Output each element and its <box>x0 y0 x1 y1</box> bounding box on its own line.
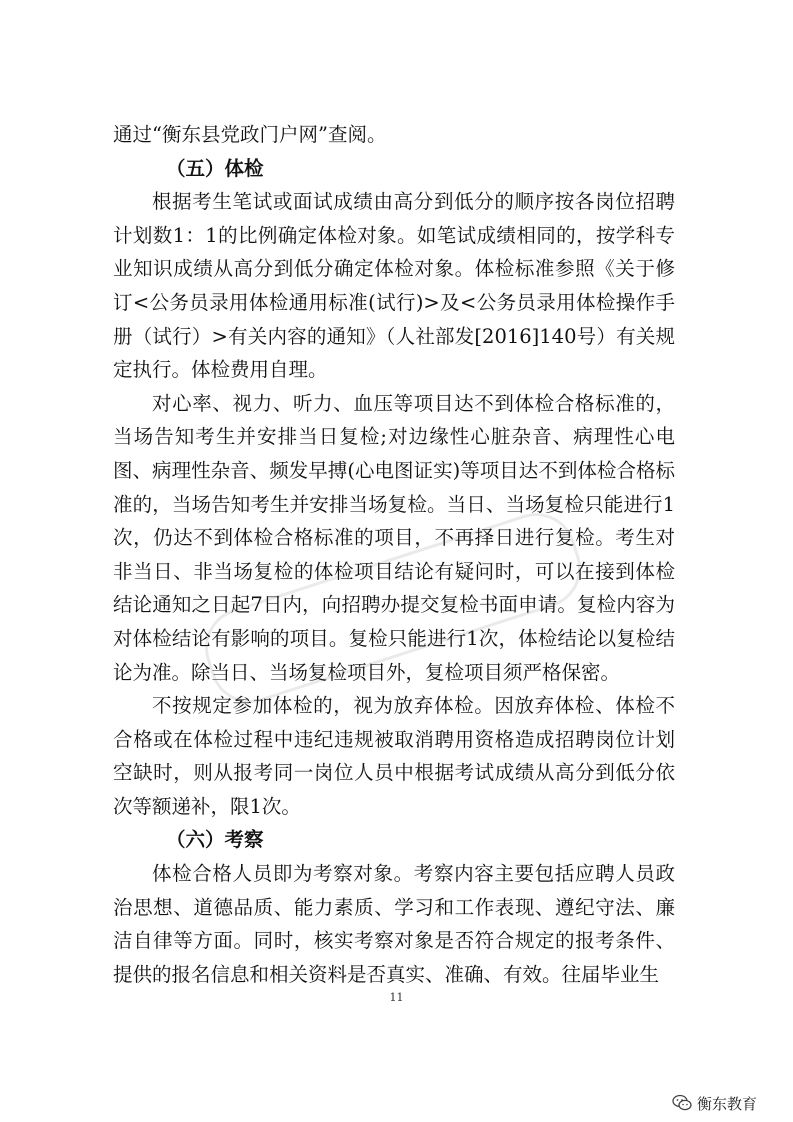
document-body <box>113 118 675 991</box>
paragraph-continuation: 通过“衡东县党政门户网”查阅。 <box>113 123 387 146</box>
paragraph-recheck-rules: 对心率、视力、听力、血压等项目达不到体检合格标准的，当场告知考生并安排当日复检;对边缘性心脏杂音、病理性心电图、病理性杂音、频发早搏(心电图证实)等项目达不到体检合格标准的，当场告知考生并安排当场复检。当日、当场复检只能进行1次，仍达不到体检合格标准的项目，不再择日进行复检。考生对非当日、非当场复检的体检项目结论有疑问时，可以在接到体检结论通知之日起7日内，向招聘办提交复检书面申请。复检内容为对体检结论有影响的项目。复检只能进行1次，体检结论以复检结论为准。除当日、当场复检项目外，复检项目须严格保密。 <box>113 391 675 684</box>
section-heading-inspection: （六）考察 <box>166 828 264 852</box>
section-heading-physical-exam: （五）体检 <box>166 156 264 180</box>
page-number: 11 <box>389 991 404 1004</box>
paragraph-exam-criteria: 根据考生笔试或面试成绩由高分到低分的顺序按各岗位招聘计划数1：1的比例确定体检对象。如笔试成绩相同的，按学科专业知识成绩从高分到低分确定体检对象。体检标准参照《关于修订<公务员录用体检通用标准(试行)>及<公务员录用体检操作手册（试行）>有关内容的通知》（人社部发[2016]140号）有关规定执行。体检费用自理。 <box>113 190 675 382</box>
brand-label: 衡东教育 <box>697 1094 758 1113</box>
paragraph-inspection-content: 体检合格人员即为考察对象。考察内容主要包括应聘人员政治思想、道德品质、能力素质、学习和工作表现、遵纪守法、廉洁自律等方面。同时，核实考察对象是否符合规定的报考条件、提供的报名信息和相关资料是否真实、准确、有效。往届毕业生 <box>113 862 675 986</box>
source-brand <box>672 1092 757 1114</box>
wechat-icon <box>672 1094 692 1112</box>
paragraph-forfeit-rules: 不按规定参加体检的，视为放弃体检。因放弃体检、体检不合格或在体检过程中违纪违规被取消聘用资格造成招聘岗位计划空缺时，则从报考同一岗位人员中根据考试成绩从高分到低分依次等额递补，限1次。 <box>113 694 675 818</box>
